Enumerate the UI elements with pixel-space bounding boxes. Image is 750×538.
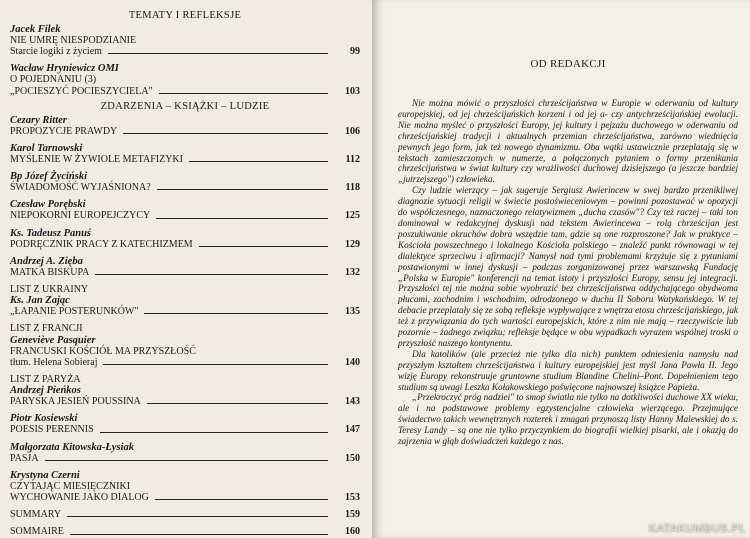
leader-line bbox=[95, 274, 328, 275]
entry-row bbox=[10, 182, 360, 193]
entry-author: Czesław Porębski bbox=[10, 199, 86, 211]
contents-entry bbox=[10, 323, 360, 368]
entry-row bbox=[10, 424, 360, 435]
contents-list-1 bbox=[10, 24, 360, 97]
page-number: 103 bbox=[345, 85, 360, 97]
entry-author: Jacek Filek bbox=[10, 24, 61, 35]
entry-row bbox=[10, 357, 360, 368]
page-number: 140 bbox=[345, 356, 360, 368]
leader-line bbox=[67, 516, 328, 517]
page-number: 125 bbox=[345, 210, 360, 222]
page-number: 112 bbox=[345, 154, 360, 166]
entry-title: WYCHOWANIE JAKO DIALOG bbox=[10, 492, 149, 504]
entry-author: Małgorzata Kitowska-Łysiak bbox=[10, 441, 134, 453]
contents-entry bbox=[10, 413, 360, 435]
page-number: 153 bbox=[345, 492, 360, 504]
contents-entry bbox=[10, 470, 360, 503]
contents-entry bbox=[10, 199, 360, 221]
entry-title: POESIS PERENNIS bbox=[10, 424, 94, 436]
entry-row bbox=[10, 126, 360, 137]
page-number: 147 bbox=[345, 424, 360, 436]
entry-title: SUMMARY bbox=[10, 509, 62, 521]
entry-author: Karol Tarnowski bbox=[10, 143, 83, 155]
leader-line bbox=[144, 313, 328, 314]
watermark: KATAKUMBUS.PL bbox=[648, 523, 746, 535]
leader-line bbox=[155, 499, 328, 500]
entry-line: CZYTAJĄC MIESIĘCZNIKI bbox=[10, 480, 131, 492]
section-title-2: ZDARZENIA – KSIĄŻKI – LUDZIE bbox=[100, 100, 270, 112]
editorial-paragraph: Dla katolików (ale przecież nie tylko dla nich) punktem odniesienia namysłu nad przyszłym kształtem chrześcijaństwa i kultury europejskiej jest myśl Jana Pawła II. Jego wizję Europy rekonstruuje gruntowne studium Blandine Chelini–Pont. Dopełnieniem tego studium są uwagi Leszka Kołakowskiego poświęcone najnowszej książce Papieża. bbox=[398, 348, 738, 392]
entry-line: LIST Z PARYŻA bbox=[10, 374, 81, 386]
entry-title: tłum. Helena Sobieraj bbox=[10, 356, 98, 368]
editorial-page bbox=[372, 0, 750, 538]
entry-row bbox=[10, 492, 360, 503]
contents-entry bbox=[10, 526, 360, 537]
page-number: 159 bbox=[345, 509, 360, 521]
page-number: 143 bbox=[345, 396, 360, 408]
entry-title: MYŚLENIE W ŻYWIOLE METAFIZYKI bbox=[10, 154, 183, 166]
contents-entry bbox=[10, 143, 360, 165]
leader-line bbox=[189, 161, 328, 162]
leader-line bbox=[100, 432, 328, 433]
contents-entry bbox=[10, 442, 360, 464]
editorial-paragraph: Nie można mówić o przyszłości chrześcijaństwa w Europie w oderwaniu od kultury europejskiej, od jej chrześcijańskich korzeni i od jej a- czy antychrześcijańskiej ewolucji. Nie można myśleć o przyszłości Europy, jej kultury i pejzażu duchowego w oderwaniu od chrześcijańskiej tradycji i aktualnych przemian chrześcijaństwa, zarówno wiednięcia pewnych jego form, jak też nowego dynamizmu. Oba wątki ustawicznie przeplatają się w tekstach zamieszczonych w numerze, a połączonych pytaniem o formy przenikania chrześcijaństwa w świat kultury czy wrażliwości duchowej dzisiejszego (a jeszcze bardziej „jutrzejszego") człowieka. bbox=[398, 98, 738, 185]
entry-title: PODRĘCZNIK PRACY Z KATECHIZMEM bbox=[10, 238, 193, 250]
entry-row bbox=[10, 453, 360, 464]
entry-row bbox=[10, 210, 360, 221]
editorial-text bbox=[398, 98, 738, 447]
leader-line bbox=[70, 534, 328, 535]
contents-list-2 bbox=[10, 115, 360, 538]
contents-entry bbox=[10, 509, 360, 520]
contents-entry bbox=[10, 171, 360, 193]
entry-row bbox=[10, 509, 360, 520]
entry-author: Krystyna Czerni bbox=[10, 469, 80, 481]
entry-line: LIST Z FRANCJI bbox=[10, 323, 83, 335]
entry-title: MATKA BISKUPA bbox=[10, 266, 90, 278]
entry-author: Cezary Ritter bbox=[10, 114, 67, 126]
page-number: 150 bbox=[345, 452, 360, 464]
entry-row bbox=[10, 86, 360, 97]
entry-line: NIE UMRĘ NIESPODZIANIE bbox=[10, 35, 137, 46]
entry-row bbox=[10, 46, 360, 57]
page-number: 106 bbox=[345, 125, 360, 137]
leader-line bbox=[45, 460, 328, 461]
entry-author: Andrzej Pieńkos bbox=[10, 385, 81, 397]
entry-title: „POCIESZYĆ POCIESZYCIELA" bbox=[10, 85, 153, 97]
entry-line: LIST Z UKRAINY bbox=[10, 284, 89, 296]
entry-title: ŚWIADOMOŚĆ WYJAŚNIONA? bbox=[10, 182, 151, 194]
entry-title: Starcie logiki z życiem bbox=[10, 46, 102, 58]
entry-author: Piotr Kosiewski bbox=[10, 413, 78, 425]
entry-author: Wacław Hryniewicz OMI bbox=[10, 63, 119, 75]
leader-line bbox=[147, 403, 328, 404]
page-number: 160 bbox=[345, 526, 360, 538]
entry-line: FRANCUSKI KOŚCIÓŁ MA PRZYSZŁOŚĆ bbox=[10, 345, 196, 357]
editorial-paragraph: Czy ludzie wierzący – jak sugeruje Sergiusz Awierincew w swej bardzo przenikliwej diagnozie sytuacji religii w świecie postoświeceniowym – powinni pozostawać w opozycji do współczesnego, naznaczonego relatywizmem „ducha czasów"? Czy też raczej – taki ton dominował w redakcyjnej dyskusji nad tekstem Awierincewa – rolą chrześcijan jest poszukiwanie okruchów dobra wszędzie tam, gdzie są one rozproszone? Jak w praktyce – Kościoła powszechnego i lokalnego Kościoła polskiego – znaleźć punkt równowagi w tej dialektyce sprzeciwu i afirmacji? Namysł nad tymi problemami krzyżuje się z pytaniami postawionymi w innej dyskusji – podczas zorganizowanej przez warszawską Fundację „Polska w Europie" konferencji na temat istoty i przyszłości Europy, sensu jej integracji. Przyszłości tej nie można sobie wyobrazić bez chrześcijaństwa oddychającego obydwoma płucami, zachodnim i wschodnim, odrodzonego w duchu II Soboru Watykańskiego. W tej debacie przeplatały się ze sobą refleksje wypływające z wnętrza etosu chrześcijańskiego, jak też z przywiązania do tych wartości europejskich, które z nim nie mają – rzeczywiście lub pozornie – żadnego związku; refleksje będące w obu wypadkach wyrazem wspólnej troski o przyszłość naszego kontynentu. bbox=[398, 185, 738, 348]
contents-entry bbox=[10, 115, 360, 137]
entry-author: Ks. Jan Zając bbox=[10, 295, 70, 307]
editorial-paragraph: „Przekroczyć próg nadziei" to smop światła nie tylko na dotkliwości duchowe XX wieku, ale i na podstawowe problemy egzystencjalne człowieka wierzącego. Przejmujące świadectwo takich wewnętrznych rozterek i zmagań przynoszą listy Hanny Malewskiej do s. Teresy Landy – są one nie tylko przyczynkiem do biografii wielkiej pisarki, ale i okazją do zajrzenia w głąb doświadczeń każdego z nas. bbox=[398, 392, 738, 447]
entry-row bbox=[10, 306, 360, 317]
leader-line bbox=[103, 364, 328, 365]
entry-author: Ks. Tadeusz Panuś bbox=[10, 227, 92, 239]
entry-row bbox=[10, 267, 360, 278]
contents-entry bbox=[10, 228, 360, 250]
entry-title: PARYSKA JESIEŃ POUSSINA bbox=[10, 396, 141, 408]
entry-title: PASJA bbox=[10, 452, 39, 464]
contents-entry bbox=[10, 63, 360, 96]
leader-line bbox=[159, 93, 328, 94]
entry-title: PROPOZYCJE PRAWDY bbox=[10, 125, 118, 137]
contents-entry bbox=[10, 24, 360, 57]
editorial-title: OD REDAKCJI bbox=[530, 58, 606, 70]
entry-row bbox=[10, 154, 360, 165]
contents-entry bbox=[10, 256, 360, 278]
entry-author: Geneviève Pasquier bbox=[10, 334, 96, 346]
contents-entry bbox=[10, 374, 360, 407]
leader-line bbox=[123, 133, 328, 134]
entry-title: „ŁAPANIE POSTERUNKÓW" bbox=[10, 306, 139, 318]
leader-line bbox=[156, 218, 328, 219]
page-number: 118 bbox=[345, 182, 360, 194]
entry-author: Bp Józef Życiński bbox=[10, 171, 87, 183]
entry-title: NIEPOKORNI EUROPEJCZYCY bbox=[10, 210, 151, 222]
page-number: 135 bbox=[345, 306, 360, 318]
entry-row bbox=[10, 239, 360, 250]
page-number: 132 bbox=[345, 266, 360, 278]
section-title-1: TEMATY I REFLEKSJE bbox=[128, 10, 242, 21]
leader-line bbox=[157, 189, 328, 190]
entry-title: SOMMAIRE bbox=[10, 526, 64, 538]
page-number: 129 bbox=[345, 238, 360, 250]
entry-row bbox=[10, 526, 360, 537]
leader-line bbox=[199, 246, 328, 247]
entry-line: O POJEDNANIU (3) bbox=[10, 74, 97, 86]
entry-row bbox=[10, 396, 360, 407]
leader-line bbox=[108, 53, 328, 54]
contents-entry bbox=[10, 284, 360, 317]
entry-author: Andrzej A. Zięba bbox=[10, 255, 83, 267]
contents-page bbox=[0, 0, 372, 538]
page-number: 99 bbox=[350, 46, 360, 58]
